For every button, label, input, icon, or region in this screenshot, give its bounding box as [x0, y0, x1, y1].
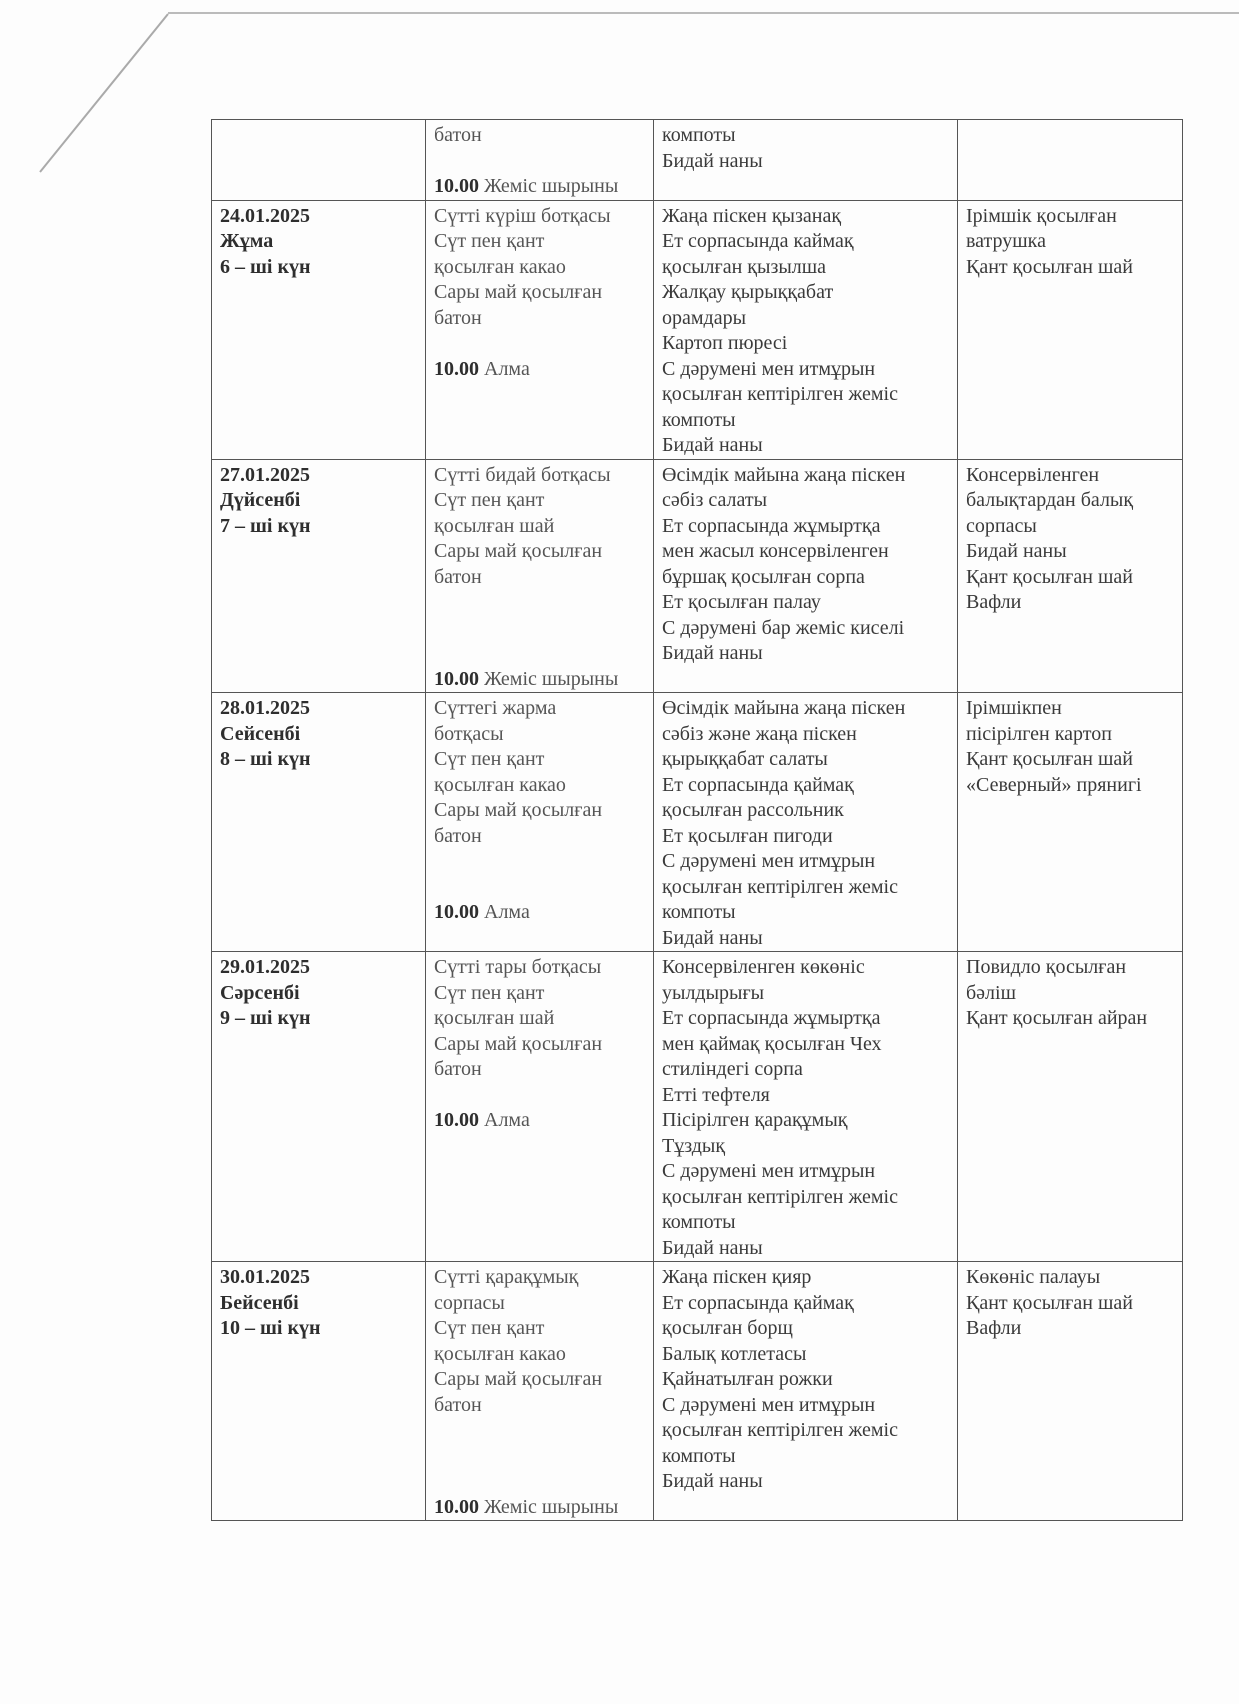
breakfast-item: Сүтті тары ботқасы — [434, 956, 602, 978]
lunch-item: С дәрумені мен итмұрын — [662, 357, 876, 380]
breakfast-item: Сары май қосылған — [434, 799, 603, 821]
breakfast-cell — [426, 120, 654, 201]
lunch-item: бұршақ қосылған сорпа — [662, 565, 865, 588]
day-weekday: Дүйсенбі — [220, 489, 301, 511]
snack-line — [434, 1495, 653, 1521]
breakfast-item: батон — [434, 824, 482, 847]
breakfast-item: Сүтті қарақұмық — [434, 1266, 579, 1288]
breakfast-item: Сүт пен қант — [434, 1317, 545, 1339]
snack-line — [434, 667, 653, 693]
day-weekday: Жұма — [220, 230, 274, 252]
snack-line — [434, 174, 653, 200]
day-date: 27.01.2025 — [220, 463, 310, 486]
lunch-cell — [654, 952, 958, 1262]
day-cell — [212, 952, 426, 1262]
dinner-item: бәліш — [966, 981, 1016, 1004]
snack-item: Жеміс шырыны — [484, 175, 619, 197]
table-row — [212, 459, 1183, 693]
breakfast-item: сорпасы — [434, 1291, 505, 1314]
dinner-item: «Северный» прянигі — [966, 773, 1142, 796]
breakfast-item: қосылған шай — [434, 1007, 555, 1029]
snack-item: Алма — [484, 901, 530, 923]
snack-time: 10.00 — [434, 175, 479, 197]
lunch-item: қосылған рассольник — [662, 799, 844, 821]
breakfast-item: Сүт пен қант — [434, 748, 545, 770]
lunch-item: қосылған кептірілген жеміс — [662, 1419, 898, 1441]
lunch-item: мен қаймақ қосылған Чех — [662, 1032, 882, 1055]
spacer — [434, 1469, 653, 1495]
dinner-item: Вафли — [966, 1317, 1022, 1339]
dinner-item: Қант қосылған айран — [966, 1007, 1148, 1029]
breakfast-item: қосылған какао — [434, 1342, 566, 1365]
dinner-cell — [958, 200, 1183, 459]
dinner-item: сорпасы — [966, 514, 1037, 537]
dinner-item: Қант қосылған шай — [966, 1291, 1133, 1314]
dinner-item: Көкөніс палауы — [966, 1266, 1101, 1288]
lunch-item: С дәрумені мен итмұрын — [662, 1393, 876, 1416]
dinner-cell — [958, 120, 1183, 201]
spacer — [434, 849, 653, 875]
lunch-item: Жалқау қырыққабат — [662, 281, 834, 303]
breakfast-item: қосылған шай — [434, 514, 555, 537]
breakfast-item: Сары май қосылған — [434, 1032, 603, 1055]
breakfast-item: Сүт пен қант — [434, 489, 545, 511]
snack-item: Жеміс шырыны — [484, 667, 619, 690]
spacer — [434, 1444, 653, 1470]
breakfast-item: Сары май қосылған — [434, 1368, 603, 1390]
lunch-item: уылдырығы — [662, 981, 765, 1004]
day-cell — [212, 459, 426, 693]
breakfast-item: Сүттегі жарма — [434, 697, 557, 719]
lunch-cell — [654, 693, 958, 952]
table-row — [212, 952, 1183, 1262]
snack-item: Жеміс шырыны — [484, 1495, 619, 1518]
dinner-item: Консервіленген — [966, 463, 1100, 486]
lunch-cell — [654, 120, 958, 201]
day-date: 28.01.2025 — [220, 697, 310, 719]
menu-table — [211, 119, 1183, 1521]
lunch-item: компоты — [662, 408, 736, 431]
dinner-item: Вафли — [966, 591, 1022, 613]
dinner-cell — [958, 952, 1183, 1262]
lunch-item: компоты — [662, 1444, 736, 1467]
breakfast-cell — [426, 693, 654, 952]
dinner-item: Ірімшікпен — [966, 697, 1062, 719]
lunch-item: компоты — [662, 1211, 736, 1233]
spacer — [434, 616, 653, 642]
breakfast-item: батон — [434, 306, 482, 329]
snack-time: 10.00 — [434, 901, 479, 923]
lunch-item: Жаңа піскен қызанақ — [662, 204, 842, 227]
breakfast-cell — [426, 200, 654, 459]
lunch-cell — [654, 459, 958, 693]
snack-time: 10.00 — [434, 357, 479, 380]
dinner-item: Қант қосылған шай — [966, 255, 1133, 278]
table-row — [212, 200, 1183, 459]
lunch-item: С дәрумені бар жеміс киселі — [662, 616, 905, 639]
lunch-item: С дәрумені мен итмұрын — [662, 850, 876, 872]
breakfast-item: ботқасы — [434, 722, 504, 745]
lunch-item: Өсімдік майына жаңа піскен — [662, 697, 906, 719]
lunch-item: Ет қосылған палау — [662, 591, 821, 613]
snack-line — [434, 357, 653, 383]
snack-item: Алма — [484, 357, 530, 380]
lunch-item: Ет сорпасында каймақ — [662, 230, 854, 252]
dinner-item: ватрушка — [966, 230, 1046, 252]
lunch-item: Бидай наны — [662, 434, 763, 456]
lunch-cell — [654, 200, 958, 459]
dinner-cell — [958, 459, 1183, 693]
lunch-item: С дәрумені мен итмұрын — [662, 1160, 876, 1182]
breakfast-cell — [426, 952, 654, 1262]
dinner-cell — [958, 693, 1183, 952]
dinner-item: Повидло қосылған — [966, 956, 1127, 978]
day-weekday: Сәрсенбі — [220, 981, 300, 1004]
lunch-item: компоты — [662, 124, 736, 146]
day-day: 6 – ші күн — [220, 255, 311, 278]
lunch-item: Ет сорпасында қаймақ — [662, 773, 854, 796]
snack-time: 10.00 — [434, 1495, 479, 1518]
lunch-item: Ет сорпасында жұмыртқа — [662, 514, 881, 537]
lunch-item: стиліндегі сорпа — [662, 1058, 803, 1080]
breakfast-cell — [426, 459, 654, 693]
spacer — [434, 875, 653, 901]
dinner-item: пісірілген картоп — [966, 722, 1112, 745]
lunch-item: Бидай наны — [662, 642, 763, 664]
table-row — [212, 120, 1183, 201]
day-date: 30.01.2025 — [220, 1266, 310, 1288]
lunch-item: қосылған борщ — [662, 1317, 793, 1339]
spacer — [434, 590, 653, 616]
lunch-item: Тұздық — [662, 1134, 726, 1157]
lunch-item: Қайнатылған рожки — [662, 1368, 833, 1390]
breakfast-item: батон — [434, 1058, 482, 1080]
day-cell — [212, 1262, 426, 1521]
lunch-item: Етті тефтеля — [662, 1083, 770, 1106]
lunch-item: Бидай наны — [662, 1236, 763, 1259]
lunch-item: орамдары — [662, 306, 747, 329]
dinner-item: балықтардан балық — [966, 489, 1134, 511]
lunch-item: Бидай наны — [662, 149, 763, 172]
spacer — [434, 149, 653, 175]
lunch-item: сәбіз және жаңа піскен — [662, 722, 857, 745]
dinner-item: Қант қосылған шай — [966, 748, 1133, 770]
table-row — [212, 1262, 1183, 1521]
day-date: 29.01.2025 — [220, 956, 310, 978]
spacer — [434, 331, 653, 357]
day-cell — [212, 200, 426, 459]
lunch-item: Консервіленген көкөніс — [662, 956, 865, 978]
breakfast-item: Сары май қосылған — [434, 281, 603, 303]
breakfast-item: қосылған какао — [434, 773, 566, 796]
breakfast-cell — [426, 1262, 654, 1521]
dinner-cell — [958, 1262, 1183, 1521]
day-date: 24.01.2025 — [220, 204, 310, 227]
breakfast-item: қосылған какао — [434, 255, 566, 278]
day-day: 8 – ші күн — [220, 748, 311, 770]
dinner-item: Қант қосылған шай — [966, 565, 1133, 588]
day-cell — [212, 693, 426, 952]
breakfast-item: Сары май қосылған — [434, 540, 603, 562]
breakfast-item: Сүт пен қант — [434, 981, 545, 1004]
breakfast-item: батон — [434, 1393, 482, 1416]
spacer — [434, 1083, 653, 1109]
day-cell — [212, 120, 426, 201]
lunch-item: Бидай наны — [662, 1470, 763, 1492]
lunch-item: Картоп пюресі — [662, 332, 788, 354]
dinner-item: Ірімшік қосылған — [966, 204, 1117, 227]
snack-time: 10.00 — [434, 1109, 479, 1131]
snack-line — [434, 900, 653, 926]
lunch-item: компоты — [662, 901, 736, 923]
breakfast-item: Сүтті күріш ботқасы — [434, 204, 611, 227]
lunch-cell — [654, 1262, 958, 1521]
snack-line — [434, 1108, 653, 1134]
breakfast-item: батон — [434, 565, 482, 588]
lunch-item: Ет қосылған пигоди — [662, 824, 833, 847]
spacer — [434, 1418, 653, 1444]
day-weekday: Сейсенбі — [220, 722, 301, 745]
lunch-item: қосылған қызылша — [662, 255, 827, 278]
lunch-item: сәбіз салаты — [662, 489, 768, 511]
breakfast-item: Сүт пен қант — [434, 230, 545, 252]
day-day: 10 – ші күн — [220, 1317, 321, 1339]
snack-item: Алма — [484, 1109, 530, 1131]
day-day: 9 – ші күн — [220, 1007, 311, 1029]
lunch-item: Ет сорпасында жұмыртқа — [662, 1007, 881, 1029]
lunch-item: Пісірілген қарақұмық — [662, 1109, 848, 1131]
lunch-item: қосылған кептірілген жеміс — [662, 1185, 898, 1208]
lunch-item: Жаңа піскен қияр — [662, 1266, 812, 1288]
table-row — [212, 693, 1183, 952]
lunch-item: Ет сорпасында қаймақ — [662, 1291, 854, 1314]
dinner-item: Бидай наны — [966, 540, 1067, 562]
breakfast-item: Сүтті бидай ботқасы — [434, 463, 611, 486]
snack-time: 10.00 — [434, 667, 479, 690]
lunch-item: қырыққабат салаты — [662, 748, 828, 770]
lunch-item: қосылған кептірілген жеміс — [662, 383, 898, 405]
day-weekday: Бейсенбі — [220, 1291, 299, 1314]
lunch-item: мен жасыл консервіленген — [662, 540, 889, 562]
lunch-item: Өсімдік майына жаңа піскен — [662, 463, 906, 486]
spacer — [434, 641, 653, 667]
lunch-item: Бидай наны — [662, 926, 763, 949]
day-day: 7 – ші күн — [220, 514, 311, 537]
lunch-item: Балық котлетасы — [662, 1342, 807, 1365]
lunch-item: қосылған кептірілген жеміс — [662, 875, 898, 898]
breakfast-item: батон — [434, 124, 482, 146]
